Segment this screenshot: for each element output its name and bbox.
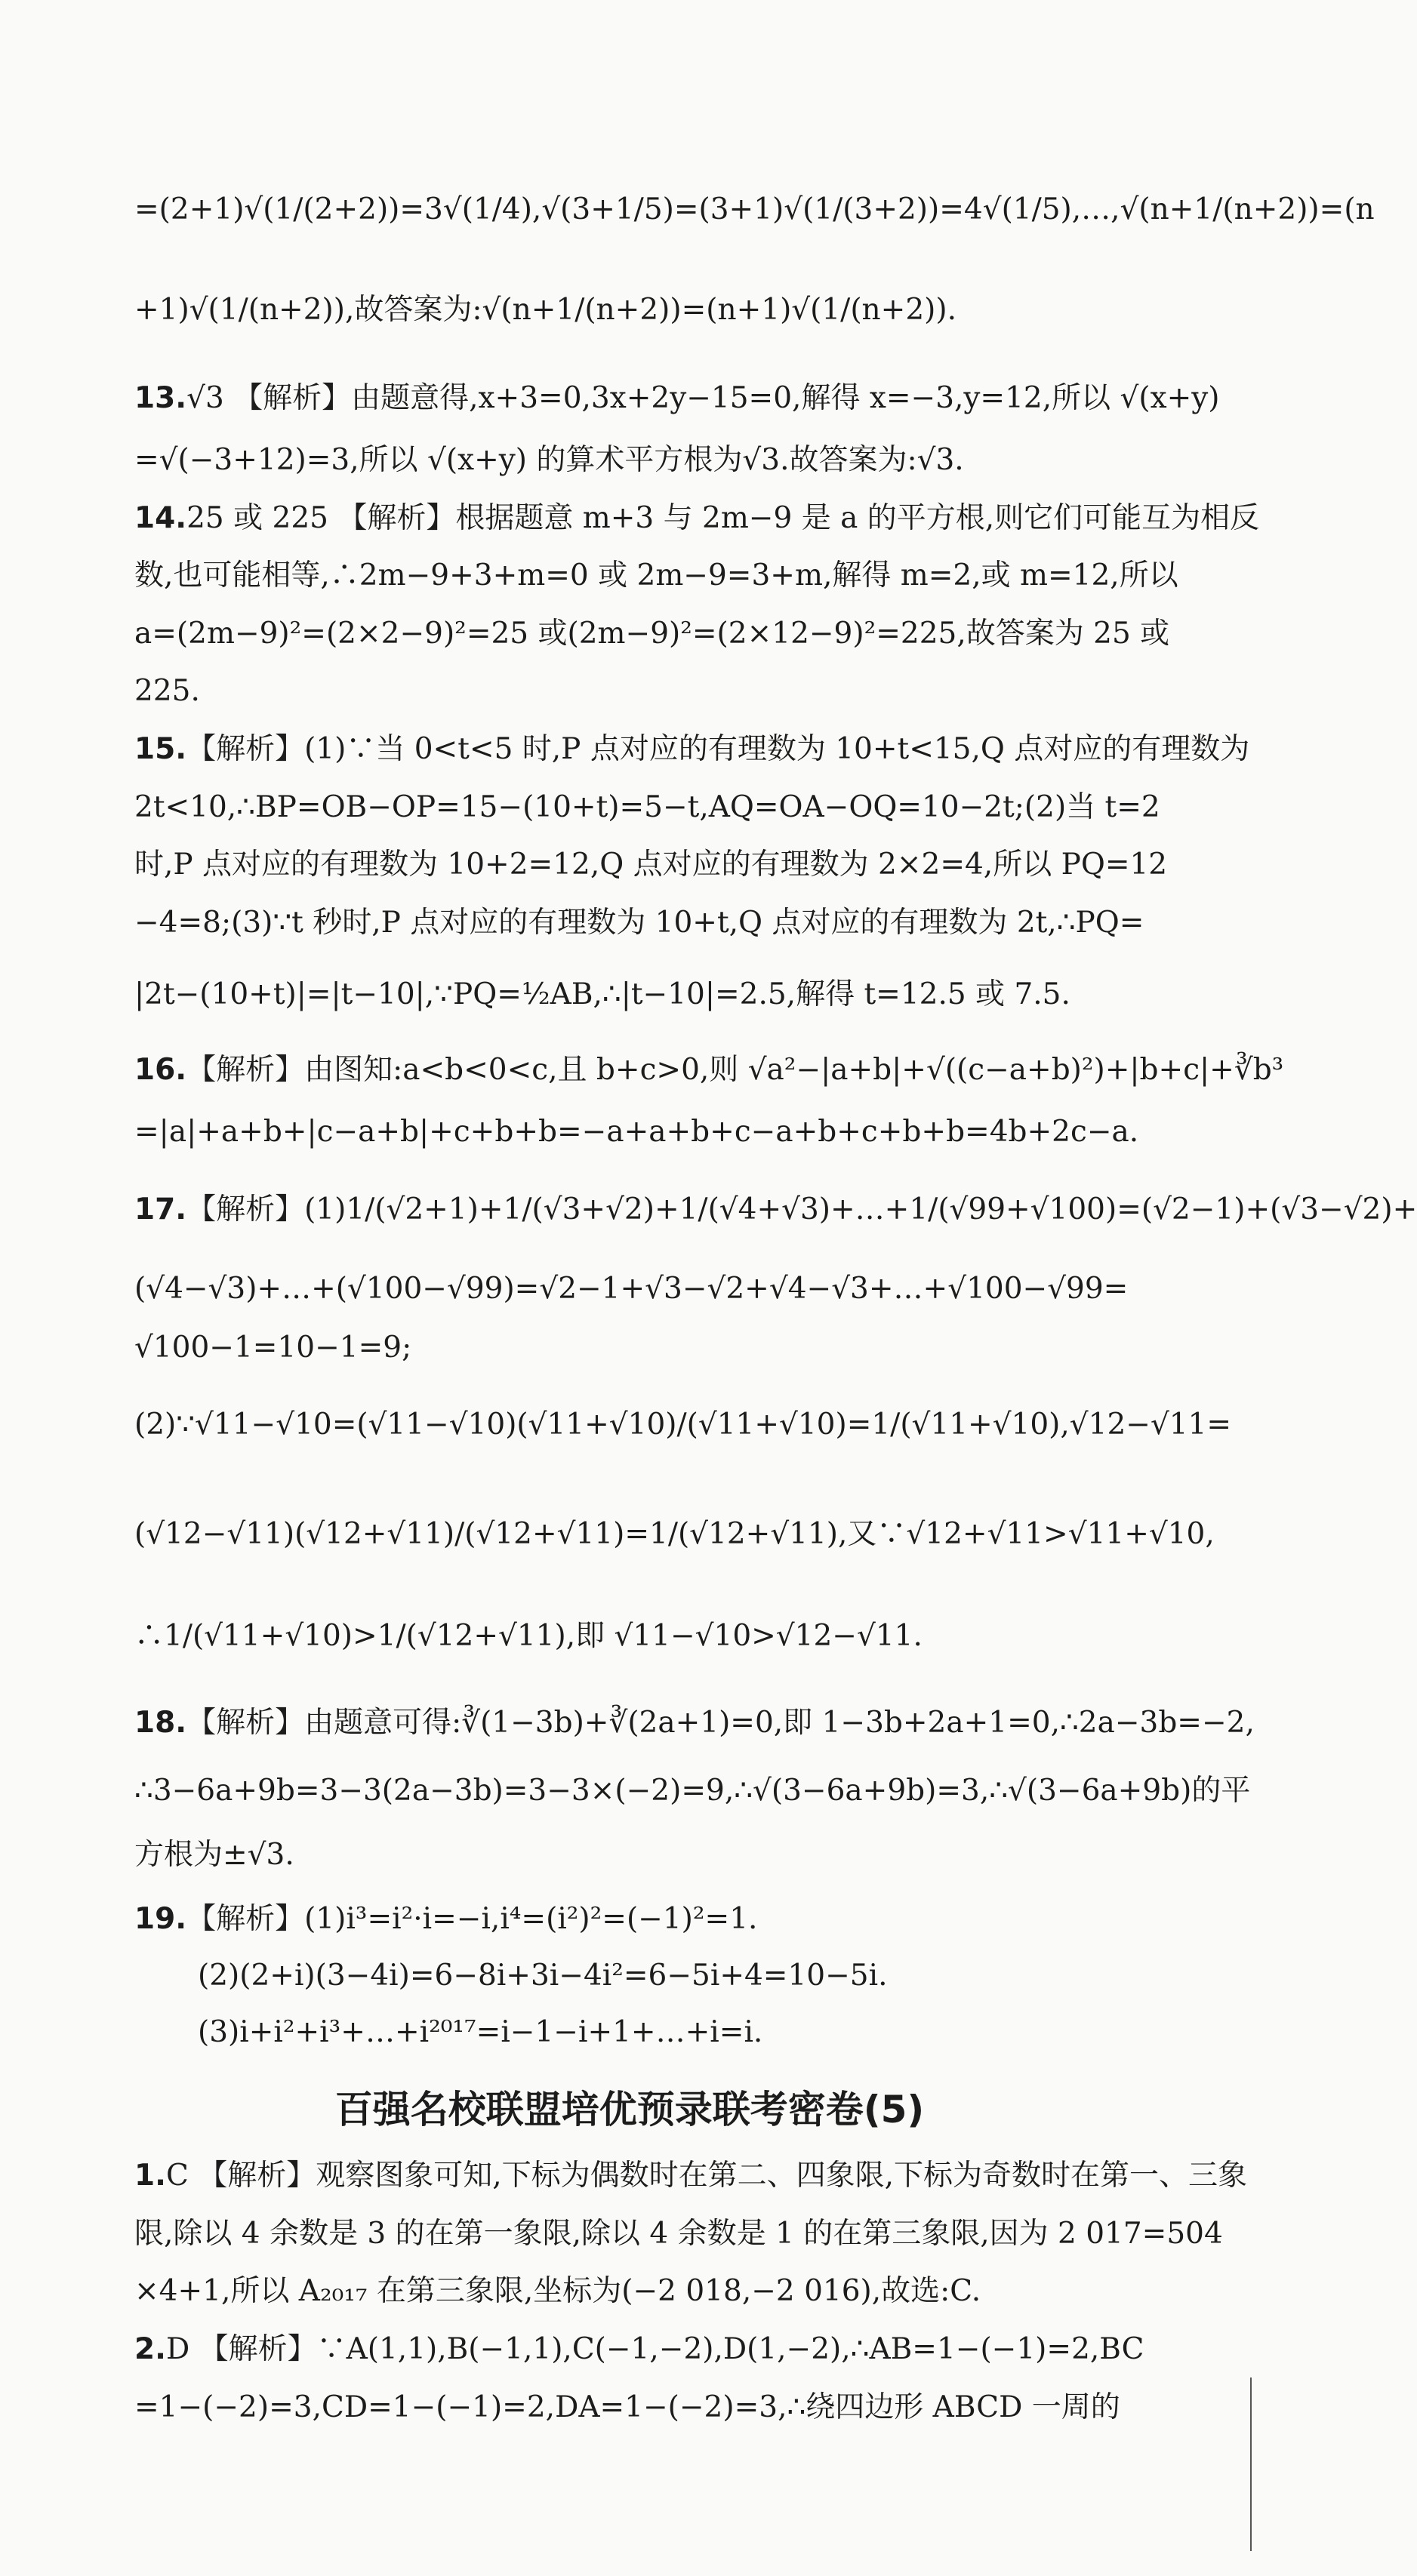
line-text: =1−(−2)=3,CD=1−(−1)=2,DA=1−(−2)=3,∴绕四边形 ABCD 一周的 <box>134 2390 1120 2424</box>
text-line <box>134 728 1250 771</box>
line-text: (√4−√3)+…+(√100−√99)=√2−1+√3−√2+√4−√3+…+√100−√99= <box>134 1272 1129 1306</box>
text-line <box>134 1049 1284 1091</box>
line-text: 【解析】(1)1/(√2+1)+1/(√3+√2)+1/(√4+√3)+…+1/(√99+√100)=(√2−1)+(√3−√2)+ <box>186 1193 1417 1226</box>
text-line <box>198 1955 1234 1997</box>
text-line <box>134 555 1234 597</box>
line-text: =√(−3+12)=3,所以 √(x+y) 的算术平方根为√3.故答案为:√3. <box>134 443 964 477</box>
text-line <box>198 2011 1234 2054</box>
line-text: ×4+1,所以 A₂₀₁₇ 在第三象限,坐标为(−2 018,−2 016),故选:C. <box>134 2274 981 2308</box>
line-text: 时,P 点对应的有理数为 10+2=12,Q 点对应的有理数为 2×2=4,所以 PQ=12 <box>134 848 1168 882</box>
text-line <box>134 2387 1234 2429</box>
line-text: a=(2m−9)²=(2×2−9)²=25 或(2m−9)²=(2×12−9)²=225,故答案为 25 或 <box>134 617 1170 651</box>
text-line <box>134 1404 1234 1446</box>
question-number: 17. <box>134 1193 187 1226</box>
margin-rule <box>1250 2377 1252 2551</box>
text-line <box>134 1111 1234 1153</box>
line-text: 数,也可能相等,∴2m−9+3+m=0 或 2m−9=3+m,解得 m=2,或 m=12,所以 <box>134 559 1178 592</box>
line-text: 限,除以 4 余数是 3 的在第一象限,除以 4 余数是 1 的在第三象限,因为 2 017=504 <box>134 2217 1223 2251</box>
text-line <box>134 1834 1234 1876</box>
line-text: (√12−√11)(√12+√11)/(√12+√11)=1/(√12+√11),又∵√12+√11>√11+√10, <box>134 1517 1215 1551</box>
text-line <box>134 1268 1234 1310</box>
text-line <box>134 439 1234 482</box>
line-text: =|a|+a+b+|c−a+b|+c+b+b=−a+a+b+c−a+b+c+b+b=4b+2c−a. <box>134 1115 1139 1149</box>
text-line <box>134 289 1234 331</box>
text-line <box>134 670 1234 712</box>
question-number: 13. <box>134 381 187 415</box>
line-text: +1)√(1/(n+2)),故答案为:√(n+1/(n+2))=(n+1)√(1/(n+2)). <box>134 293 956 327</box>
line-text: 2t<10,∴BP=OB−OP=15−(10+t)=5−t,AQ=OA−OQ=10−2t;(2)当 t=2 <box>134 790 1160 824</box>
text-line <box>134 2155 1247 2197</box>
line-text: 【解析】(1)∵当 0<t<5 时,P 点对应的有理数为 10+t<15,Q 点对应的有理数为 <box>186 732 1250 766</box>
question-number: 2. <box>134 2332 166 2366</box>
text-line <box>134 189 1375 231</box>
line-text: 方根为±√3. <box>134 1838 294 1872</box>
text-line <box>134 844 1234 886</box>
text-line <box>134 786 1234 829</box>
question-number: 19. <box>134 1902 187 1936</box>
section-title: 百强名校联盟培优预录联考密卷(5) <box>334 2088 925 2131</box>
text-line <box>134 2328 1234 2371</box>
text-line <box>134 2213 1234 2255</box>
line-text: √3 【解析】由题意得,x+3=0,3x+2y−15=0,解得 x=−3,y=12,所以 √(x+y) <box>186 381 1220 415</box>
line-text: ∴1/(√11+√10)>1/(√12+√11),即 √11−√10>√12−√11. <box>134 1619 923 1653</box>
text-line <box>134 2270 1234 2313</box>
line-text: ∴3−6a+9b=3−3(2a−3b)=3−3×(−2)=9,∴√(3−6a+9b)=3,∴√(3−6a+9b)的平 <box>134 1774 1251 1808</box>
line-text: |2t−(10+t)|=|t−10|,∵PQ=½AB,∴|t−10|=2.5,解得 t=12.5 或 7.5. <box>134 977 1070 1011</box>
text-line <box>134 497 1260 540</box>
question-number: 16. <box>134 1053 187 1087</box>
line-text: −4=8;(3)∵t 秒时,P 点对应的有理数为 10+t,Q 点对应的有理数为 2t,∴PQ= <box>134 906 1144 940</box>
line-text: 25 或 225 【解析】根据题意 m+3 与 2m−9 是 a 的平方根,则它们可能互为相反 <box>186 501 1260 535</box>
line-text: (2)∵√11−√10=(√11−√10)(√11+√10)/(√11+√10)=1/(√11+√10),√12−√11= <box>134 1408 1232 1442</box>
line-text: (3)i+i²+i³+…+i²⁰¹⁷=i−1−i+1+…+i=i. <box>198 2015 763 2049</box>
text-line <box>134 1327 1234 1369</box>
line-text: D 【解析】∵A(1,1),B(−1,1),C(−1,−2),D(1,−2),∴AB=1−(−1)=2,BC <box>165 2332 1144 2366</box>
line-text: 225. <box>134 674 200 708</box>
line-text: 【解析】由图知:a<b<0<c,且 b+c>0,则 √a²−|a+b|+√((c−a+b)²)+|b+c|+∛b³ <box>186 1053 1284 1087</box>
text-line <box>134 1770 1251 1812</box>
line-text: (2)(2+i)(3−4i)=6−8i+3i−4i²=6−5i+4=10−5i. <box>198 1959 888 1993</box>
question-number: 15. <box>134 732 187 766</box>
question-number: 18. <box>134 1706 187 1740</box>
text-line <box>134 377 1234 420</box>
question-number: 14. <box>134 501 187 535</box>
text-line <box>134 1898 1234 1940</box>
text-line <box>134 902 1234 944</box>
question-number: 1. <box>134 2159 166 2193</box>
text-line <box>134 1615 1234 1657</box>
line-text: 【解析】由题意可得:∛(1−3b)+∛(2a+1)=0,即 1−3b+2a+1=0,∴2a−3b=−2, <box>186 1706 1255 1740</box>
text-line <box>134 1189 1417 1231</box>
line-text: √100−1=10−1=9; <box>134 1331 412 1365</box>
line-text: 【解析】(1)i³=i²·i=−i,i⁴=(i²)²=(−1)²=1. <box>186 1902 758 1936</box>
text-line <box>134 1702 1255 1744</box>
line-text: =(2+1)√(1/(2+2))=3√(1/4),√(3+1/5)=(3+1)√(1/(3+2))=4√(1/5),…,√(n+1/(n+2))=(n <box>134 192 1375 226</box>
text-line <box>134 974 1234 1016</box>
text-line <box>134 613 1234 655</box>
text-line <box>134 1513 1234 1556</box>
line-text: C 【解析】观察图象可知,下标为偶数时在第二、四象限,下标为奇数时在第一、三象 <box>165 2159 1247 2193</box>
